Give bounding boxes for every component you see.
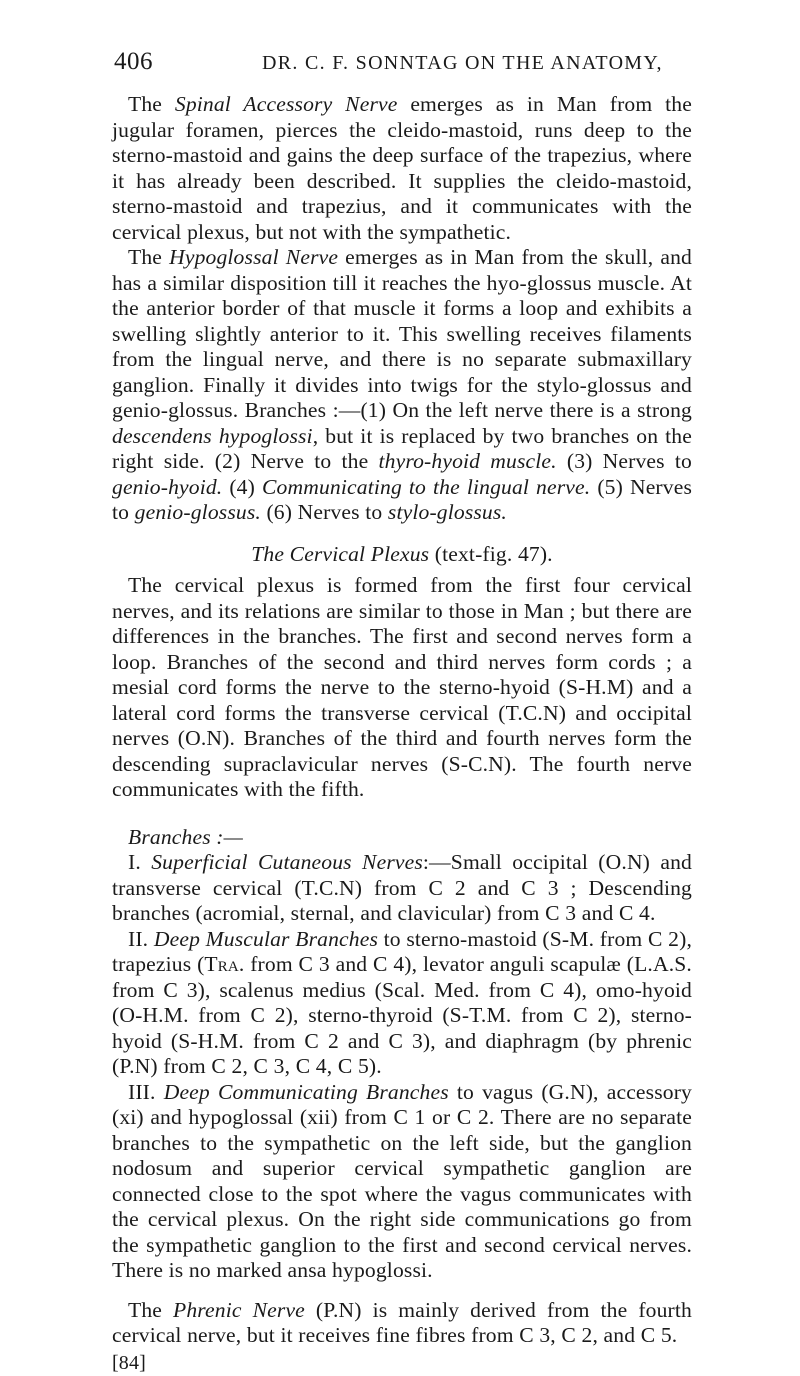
term-spinal-accessory: Spinal Accessory Nerve [175,92,398,116]
page-header [114,48,690,82]
page-number: 406 [114,48,153,76]
paragraph-hypoglossal: The Hypoglossal Nerve emerges as in Man from the skull, and has a similar disposition till it reaches the hyo-glossus muscle. At the anterior border of that muscle it forms a loop and exhibits a swelling slightly anterior to it. This swelling receives filaments from the lingual nerve, and there is no separate submaxillary ganglion. Finally it divides into twigs for the stylo-glossus and genio-glossus. Branches :—(1) On the left nerve there is a strong descendens hypoglossi, but it is replaced by two branches on the right side. (2) Nerve to the thyro-hyoid muscle. (3) Nerves to genio-hyoid. (4) Communicating to the lingual nerve. (5) Nerves to genio-glossus. (6) Nerves to stylo-glossus. [112,245,692,526]
term-phrenic: Phrenic Nerve [173,1298,305,1322]
branches-heading: Branches :— [112,825,692,851]
branch-item-superficial: I. Superficial Cutaneous Nerves:—Small occipital (O.N) and transverse cervical (T.C.N) from C 2 and C 3 ; Descending branches (acromial, sternal, and clavicular) from C 3 and C 4. [112,850,692,927]
running-title: DR. C. F. SONNTAG ON THE ANATOMY, [262,52,663,75]
section-heading-cervical-plexus: The Cervical Plexus (text-fig. 47). [112,542,692,568]
term-hypoglossal: Hypoglossal Nerve [169,245,338,269]
article-body [112,92,692,1376]
branch-item-deep-communicating: III. Deep Communicating Branches to vagus (G.N), accessory (xi) and hypoglossal (xii) from C 1 or C 2. There are no separate branches to the sympathetic on the left side, but the ganglion nodosum and superior cervical sympathetic ganglion are connected close to the spot where the vagus communicates with the cervical plexus. On the right side communications go from the sympathetic ganglion to the first and second cervical nerves. There is no marked ansa hypoglossi. [112,1080,692,1284]
paragraph-phrenic: The Phrenic Nerve (P.N) is mainly derived from the fourth cervical nerve, but it receives fine fibres from C 3, C 2, and C 5. [112,1298,692,1349]
paragraph-spinal-accessory: The Spinal Accessory Nerve emerges as in Man from the jugular foramen, pierces the cleido-mastoid, runs deep to the sterno-mastoid and gains the deep surface of the trapezius, where it has already been described. It supplies the cleido-mastoid, sterno-mastoid and trapezius, and it communicates with the cervical plexus, but not with the sympathetic. [112,92,692,245]
paragraph-cervical-plexus: The cervical plexus is formed from the first four cervical nerves, and its relations are similar to those in Man ; but there are differences in the branches. The first and second nerves form a loop. Branches of the second and third nerves form cords ; a mesial cord forms the nerve to the sterno-hyoid (S-H.M) and a lateral cord forms the transverse cervical (T.C.N) and occipital nerves (O.N). Branches of the third and fourth nerves form the descending supraclavicular nerves (S-C.N). The fourth nerve communicates with the fifth. [112,573,692,803]
branch-item-deep-muscular: II. Deep Muscular Branches to sterno-mastoid (S-M. from C 2), trapezius (Tra. from C 3 and C 4), levator anguli scapulæ (L.A.S. from C 3), scalenus medius (Scal. Med. from C 4), omo-hyoid (O-H.M. from C 2), sterno-thyroid (S-T.M. from C 2), sterno-hyoid (S-H.M. from C 2 and C 3), and diaphragm (by phrenic (P.N) from C 2, C 3, C 4, C 5). [112,927,692,1080]
page-footer-mark: [84] [112,1351,692,1376]
